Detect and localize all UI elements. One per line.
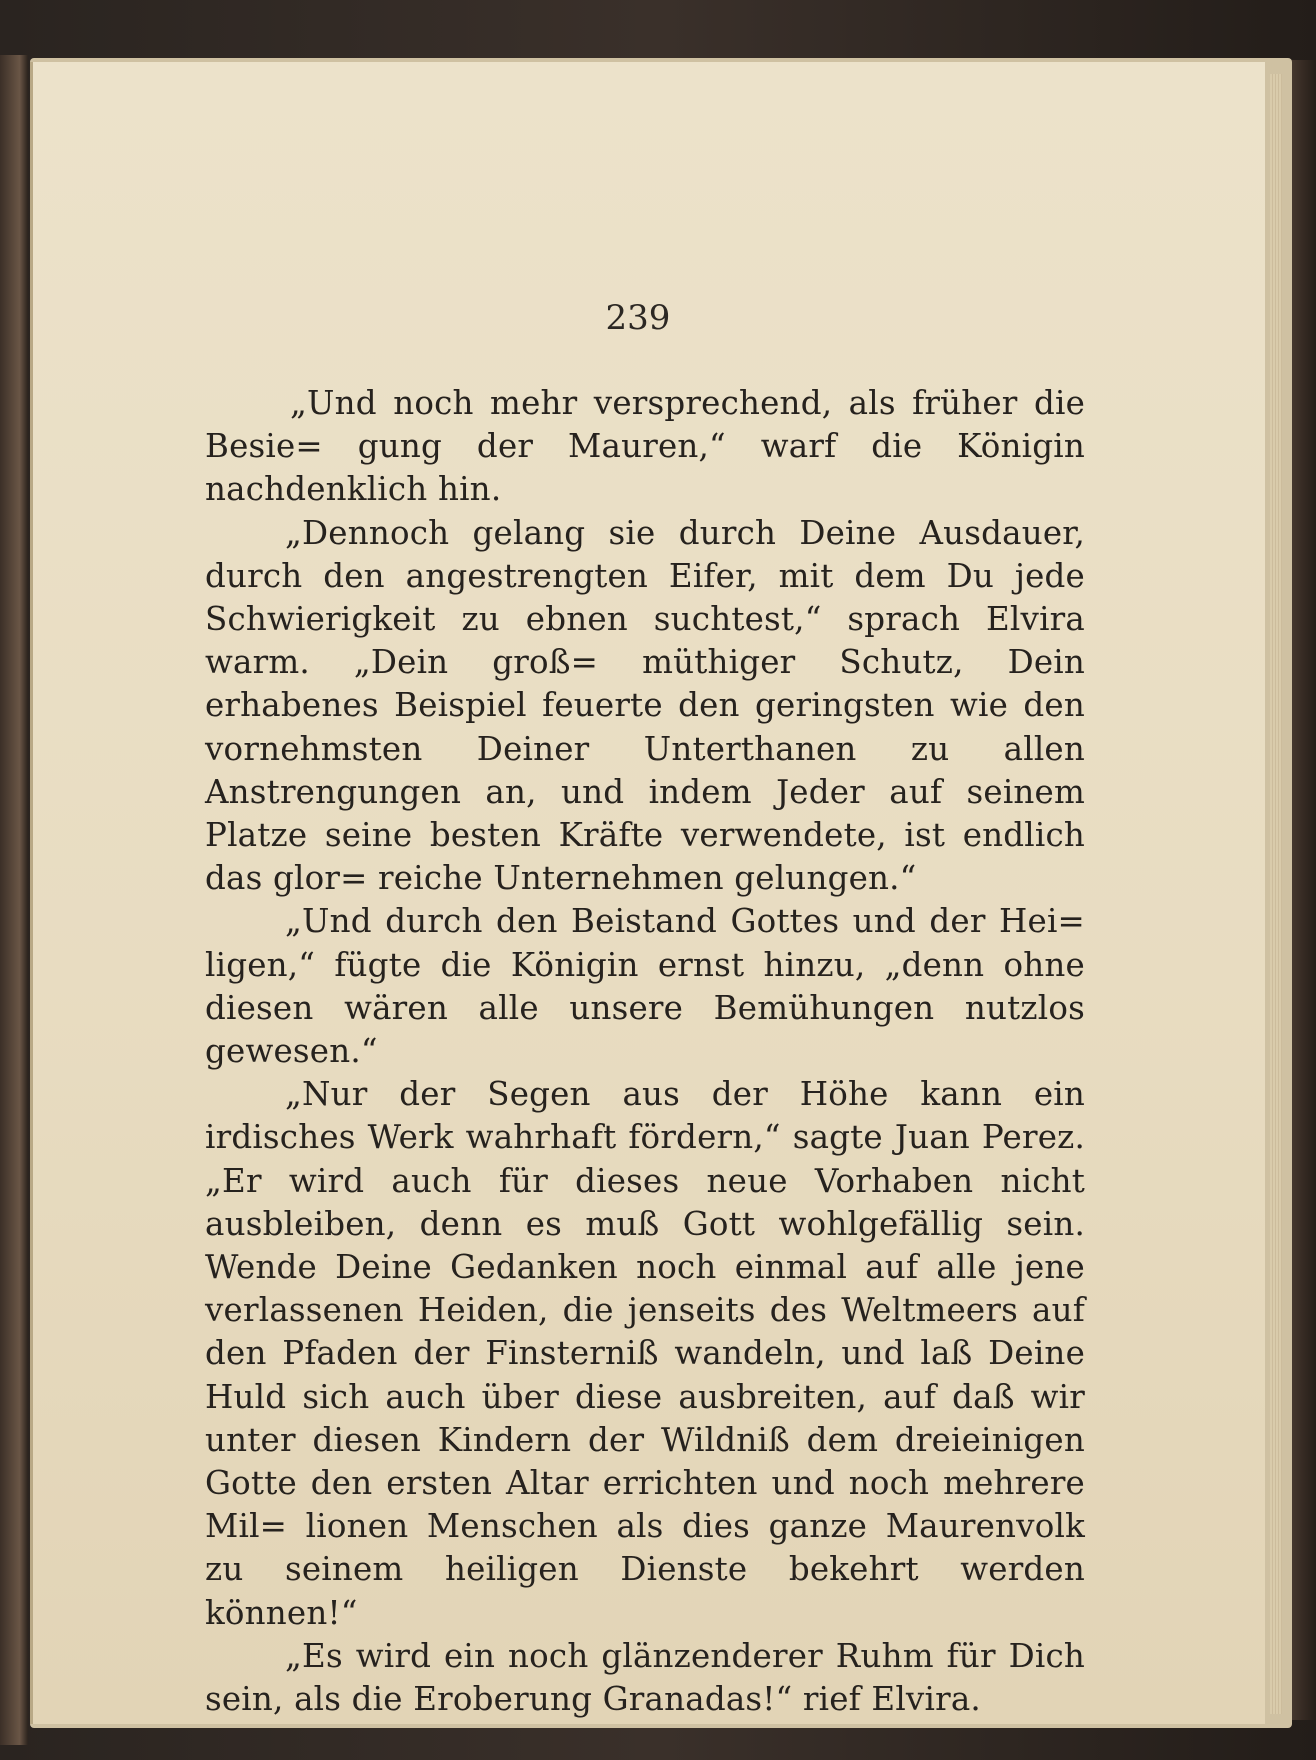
paragraph-3: „Und durch den Beistand Gottes und der Hei= ligen,“ fügte die Königin ernst hinzu, „denn ohne diesen wären alle unsere Bemühungen nutzlos gewesen.“ xyxy=(205,902,1085,1071)
paragraph-5: „Es wird ein noch glänzenderer Ruhm für Dich sein, als die Eroberung Granadas!“ rief Elvira. xyxy=(205,1636,1085,1719)
paragraph-4: „Nur der Segen aus der Höhe kann ein irdisches Werk wahrhaft fördern,“ sagte Juan Perez. „Er wird auch für dieses neue Vorhaben nicht ausbleiben, denn es muß Gott wohlgefällig sein. Wende Deine Gedanken noch einmal auf alle jene verlassenen Heiden, die jenseits des Weltmeers auf den Pfaden der Finsterniß wandeln, und laß Deine Huld sich auch über diese ausbreiten, auf daß wir unter diesen Kindern der Wildniß dem dreieinigen Gotte den ersten Altar errichten und noch mehrere Mil= lionen Menschen als dies ganze Maurenvolk zu seinem heiligen Dienste bekehrt werden können!“ xyxy=(205,1075,1085,1632)
book-page xyxy=(30,62,1265,1724)
paragraph-2: „Dennoch gelang sie durch Deine Ausdauer, durch den angestrengten Eifer, mit dem Du jede Schwierigkeit zu ebnen suchtest,“ sprach Elvira warm. „Dein groß= müthiger Schutz, Dein erhabenes Beispiel feuerte den geringsten wie den vornehmsten Deiner Unterthanen zu allen Anstrengungen an, und indem Jeder auf seinem Platze seine besten Kräfte verwendete, ist endlich das glor= reiche Unternehmen gelungen.“ xyxy=(205,513,1085,898)
page-edges xyxy=(1270,74,1282,1714)
text-block xyxy=(205,382,1085,1721)
paragraph-1: „Und noch mehr versprechend, als früher die Besie= gung der Mauren,“ warf die Königin nachdenklich hin. xyxy=(205,384,1085,509)
book-cover-left-edge xyxy=(0,55,28,1745)
page-number: 239 xyxy=(605,298,671,338)
